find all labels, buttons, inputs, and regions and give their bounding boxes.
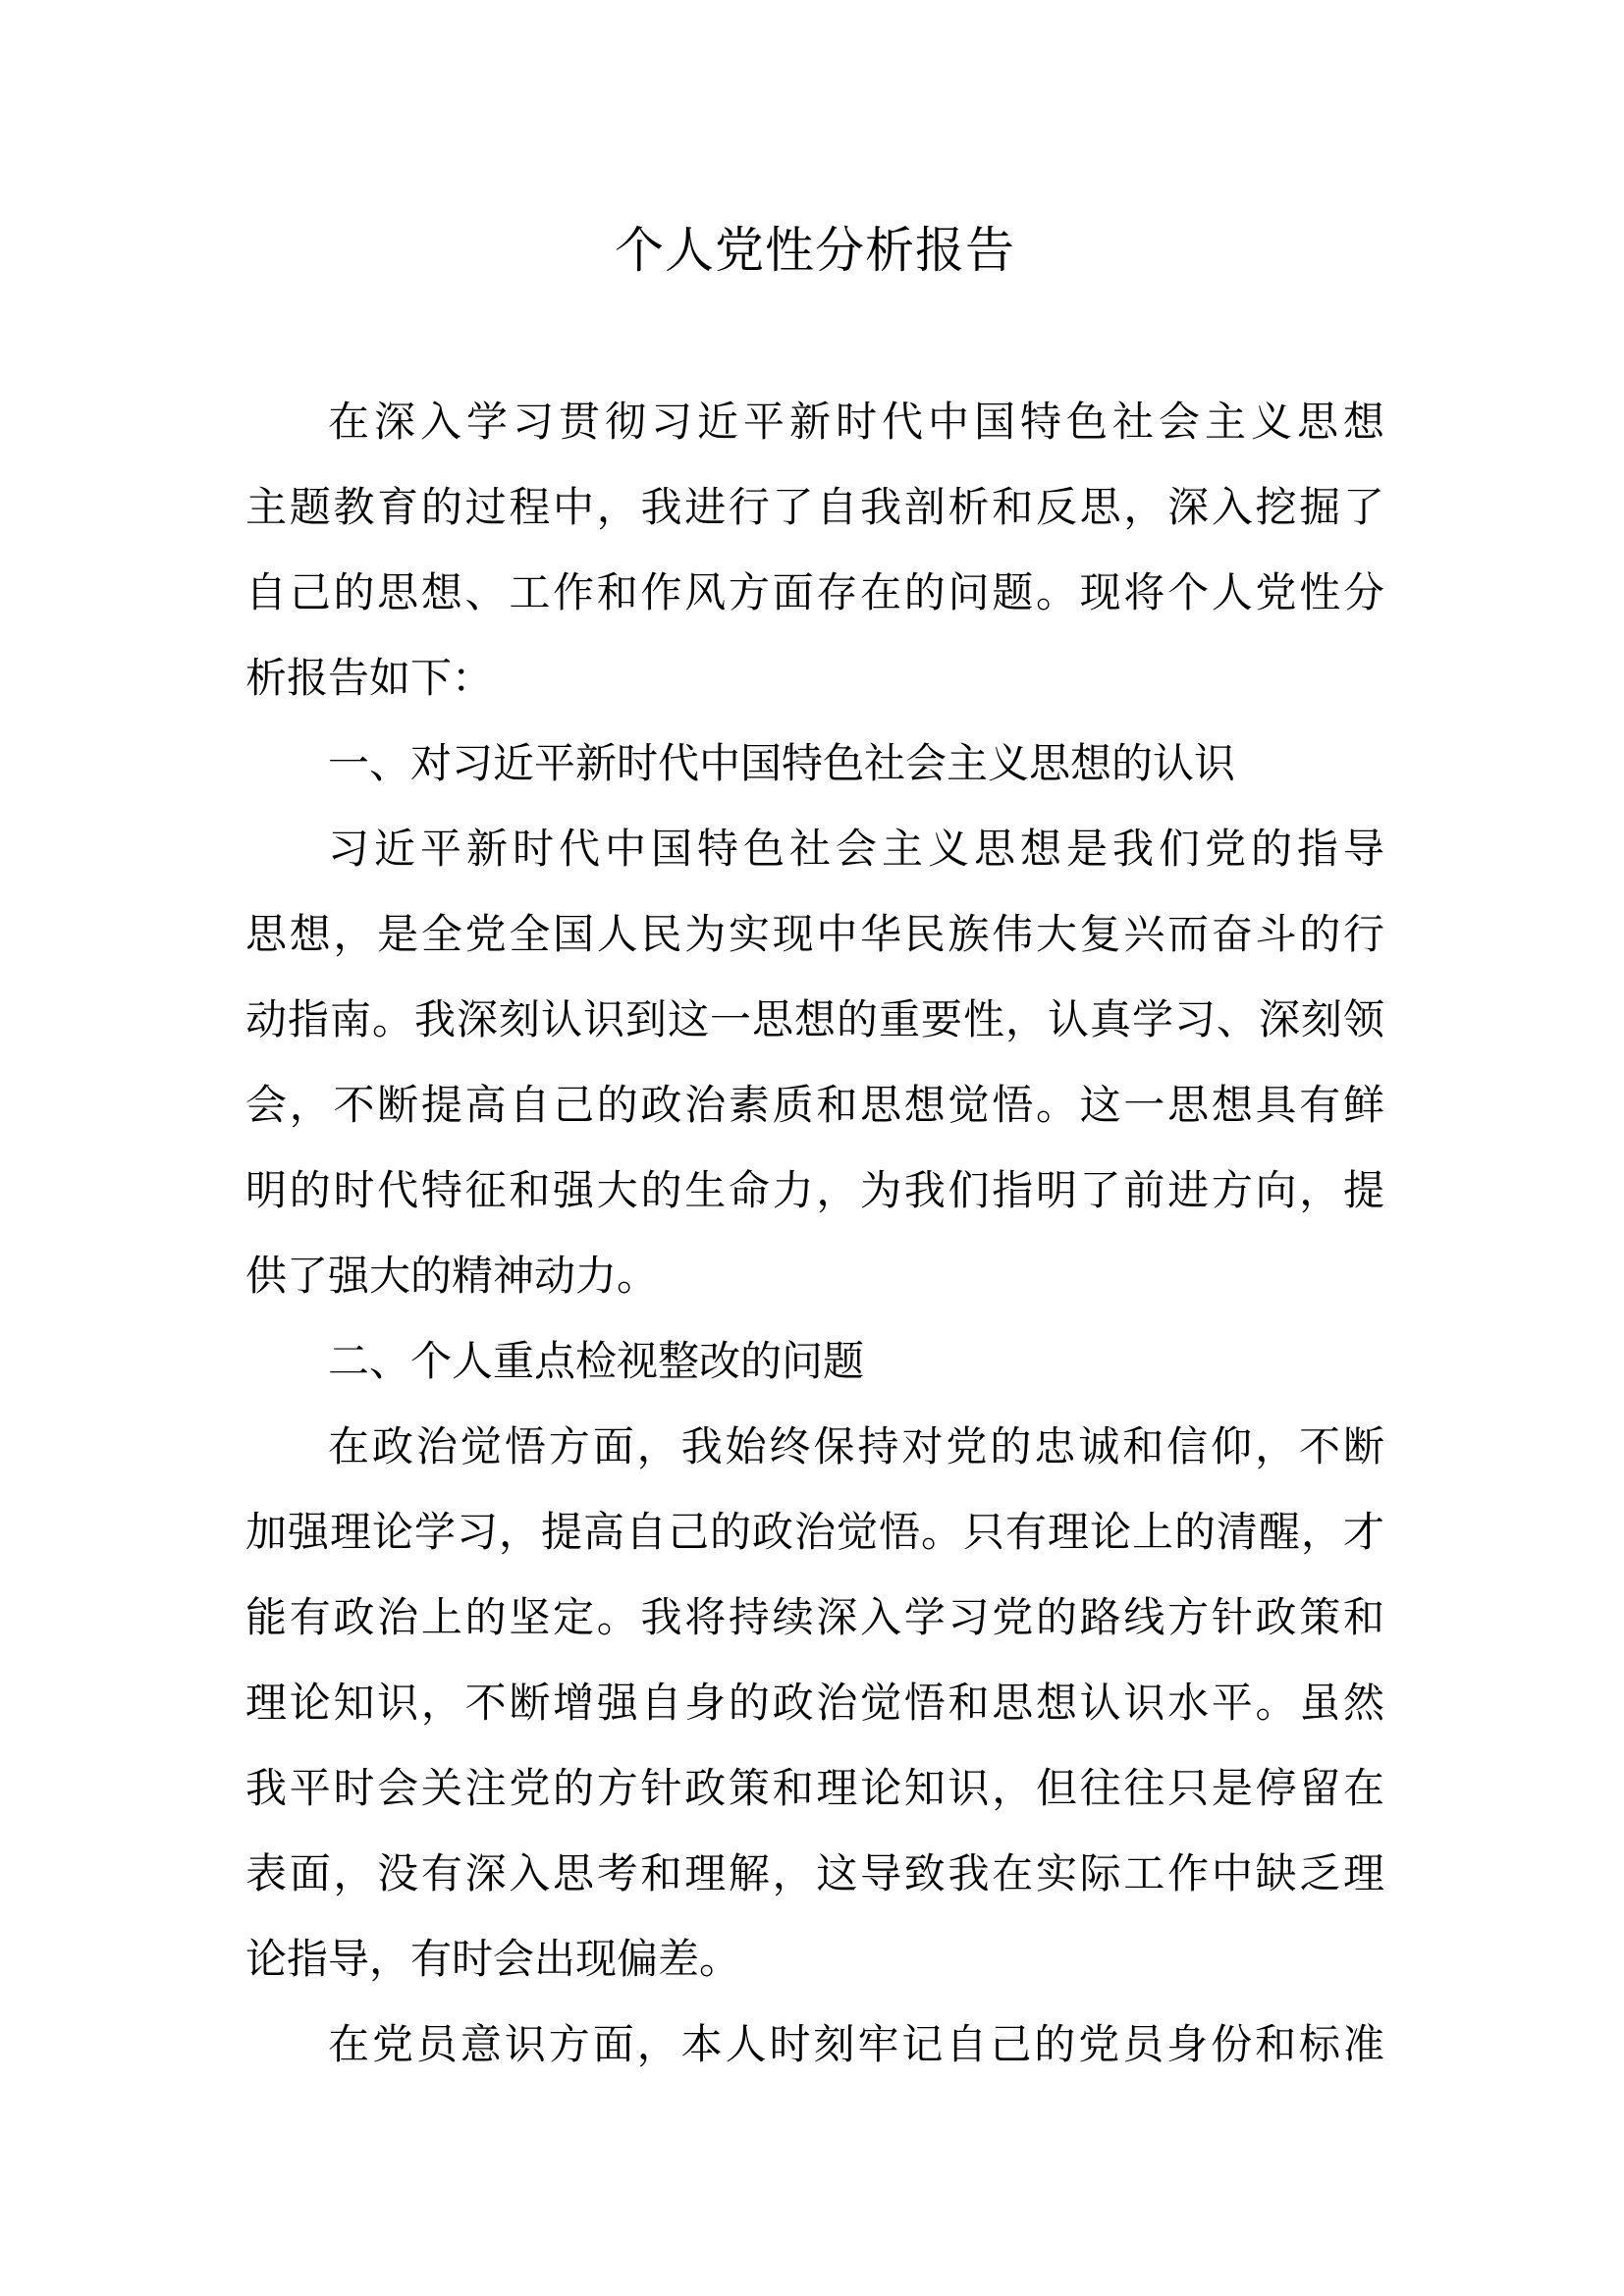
text-line: 主题教育的过程中，我进行了自我剖析和反思，深入挖掘了 <box>245 484 1384 530</box>
text-line: 习近平新时代中国特色社会主义思想是我们党的指导 <box>328 826 1384 872</box>
text-line: 思想，是全党全国人民为实现中华民族伟大复兴而奋斗的行 <box>245 911 1384 957</box>
paragraph <box>245 806 1384 1318</box>
text-line: 能有政治上的坚定。我将持续深入学习党的路线方针政策和 <box>245 1594 1384 1640</box>
text-line: 论指导，有时会出现偏差。 <box>245 1936 741 1982</box>
text-line: 明的时代特征和强大的生命力，为我们指明了前进方向，提 <box>245 1167 1384 1213</box>
text-line: 表面，没有深入思考和理解，这导致我在实际工作中缺乏理 <box>245 1850 1384 1896</box>
text-line: 析报告如下： <box>245 655 494 701</box>
text-line: 我平时会关注党的方针政策和理论知识，但往往只是停留在 <box>245 1765 1384 1811</box>
section-heading <box>245 1318 1384 1404</box>
text-line: 在政治觉悟方面，我始终保持对党的忠诚和信仰，不断 <box>328 1423 1384 1469</box>
section-heading <box>245 721 1384 806</box>
text-line: 会，不断提高自己的政治素质和思想觉悟。这一思想具有鲜 <box>245 1082 1384 1128</box>
document-content <box>245 208 1384 2087</box>
text-line: 二、个人重点检视整改的问题 <box>328 1338 865 1384</box>
page-title: 个人党性分析报告 <box>615 223 1015 278</box>
paragraph <box>245 379 1384 721</box>
text-line: 自己的思想、工作和作风方面存在的问题。现将个人党性分 <box>245 569 1384 615</box>
paragraph <box>245 2002 1384 2087</box>
text-line: 动指南。我深刻认识到这一思想的重要性，认真学习、深刻领 <box>245 996 1384 1042</box>
text-line: 供了强大的精神动力。 <box>245 1253 659 1299</box>
text-line: 加强理论学习，提高自己的政治觉悟。只有理论上的清醒，才 <box>245 1509 1384 1555</box>
text-line: 理论知识，不断增强自身的政治觉悟和思想认识水平。虽然 <box>245 1680 1384 1726</box>
text-line: 在深入学习贯彻习近平新时代中国特色社会主义思想 <box>328 399 1384 445</box>
text-line: 一、对习近平新时代中国特色社会主义思想的认识 <box>328 740 1236 786</box>
paragraph <box>245 1404 1384 2002</box>
text-line: 在党员意识方面，本人时刻牢记自己的党员身份和标准 <box>328 2021 1384 2067</box>
document-body <box>245 379 1384 2087</box>
